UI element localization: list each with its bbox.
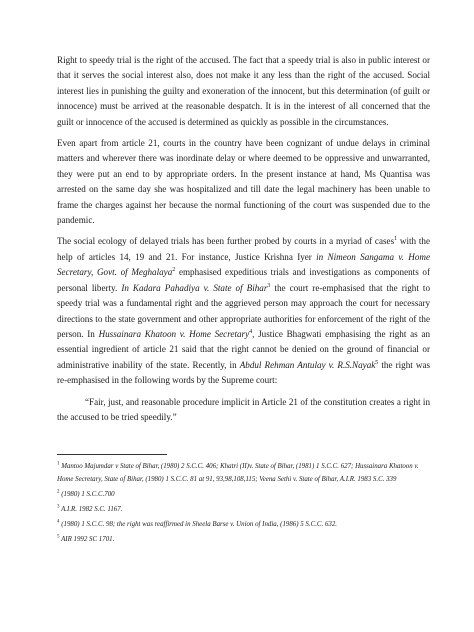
text-segment: the right was re-emphasised in the following words by the Supreme court: bbox=[57, 359, 431, 386]
footnote-number: 4 bbox=[57, 519, 60, 525]
footnote-ref-5: 5 bbox=[375, 359, 379, 366]
paragraph-case-law bbox=[57, 234, 430, 388]
case-name-abdul-rehman-antulay: Abdul Rehman Antulay v. R.S.Nayak bbox=[239, 359, 376, 370]
text-segment: with the help of articles 14, 19 and 21. For instance, Justice Krishna Iyer bbox=[57, 236, 430, 262]
case-name-hussainara-khatoon: Hussainara Khatoon v. Home Secretary bbox=[98, 328, 250, 339]
footnote-2 bbox=[57, 489, 430, 501]
case-name-nimeon-sangama: in Nimeon Sangama v. Home Secretary, Govt. of Meghalaya bbox=[57, 251, 430, 278]
text-segment: the court re-emphasised that the right to speedy trial was a fundamental right and the aggrieved person may approach the court for necessary directions to the state government and other appropriate authorities for enforcement of the right of the person. In bbox=[57, 282, 430, 339]
text-segment: emphasised expeditious trials and investigations as components of personal liberty. bbox=[57, 267, 431, 293]
footnote-text: A.I.R. 1982 S.C. 1167. bbox=[59, 505, 123, 513]
footnote-number: 5 bbox=[57, 535, 60, 541]
footnote-ref-2: 2 bbox=[172, 267, 176, 274]
footnote-divider bbox=[57, 454, 167, 455]
paragraph-speedy-trial-right: Right to speedy trial is the right of the accused. The fact that a speedy trial is also in public interest or that it serves the social interest also, does not make it any less than the right of the accused. Social interest lies in punishing the guilty and exoneration of the innocent, but this determination (of guilt or innocence) must be arrived at the reasonable despatch. It is in the interest of all concerned that the guilt or innocence of the accused is determined as quickly as possible in the circumstances. bbox=[57, 55, 430, 127]
text-segment: , Justice Bhagwati emphasising the right as an essential ingredient of article 21 said that the right cannot be denied on the ground of financial or administrative inability of the state. Recently, in bbox=[57, 328, 430, 370]
case-name-kadara-pahadiya: In Kadara Pahadiya v. State of Bihar bbox=[121, 282, 268, 293]
footnote-text: (1980) 1 S.C.C.700 bbox=[59, 490, 115, 498]
footnote-5 bbox=[57, 534, 430, 546]
footnote-text: Mantoo Majumdar v State of Bihar, (1980) 2 S.C.C. 406; Khatri (II)v. State of Bihar, (1981) 1 S.C.C. 627; Hussainara Khatoon v. Home Secretary, State of Bihar, (1980) 1 S.C.C. 81 at 91, 93,98,108,115; Veena Sethi v. State of Bihar, A.I.R. 1983 S.C. 339 bbox=[57, 463, 419, 483]
footnote-ref-4: 4 bbox=[249, 328, 253, 335]
footnote-ref-1: 1 bbox=[394, 236, 398, 243]
footnotes bbox=[57, 461, 430, 546]
paragraph-article-21-delays: Even apart from article 21, courts in the country have been cognizant of undue delays in criminal matters and wherever there was inordinate delay or where deemed to be oppressive and unwarranted, they were put an end to by appropriate orders. In the present instance at hand, Ms Quantisa was arrested on the same day she was hospitalized and till date the legal machinery has been unable to frame the charges against her because the normal functioning of the court was suspended due to the pandemic. bbox=[57, 138, 430, 226]
footnote-3 bbox=[57, 504, 430, 516]
footnote-ref-3: 3 bbox=[267, 282, 271, 289]
footnote-1 bbox=[57, 461, 430, 485]
footnote-number: 2 bbox=[57, 489, 60, 495]
footnote-number: 3 bbox=[57, 504, 60, 510]
text-segment: The social ecology of delayed trials has been further probed by courts in a myriad of cases bbox=[57, 236, 395, 247]
block-quote-supreme-court: “Fair, just, and reasonable procedure implicit in Article 21 of the constitution creates a right in the accused to be tried speedily.” bbox=[57, 396, 430, 422]
footnote-4 bbox=[57, 519, 430, 531]
footnote-text: AIR 1992 SC 1701. bbox=[59, 536, 115, 544]
footnote-number: 1 bbox=[57, 462, 60, 468]
footnote-text: (1980) 1 S.C.C. 98; the right was reaffirmed in Sheela Barse v. Union of India, (1986) 5 S.C.C. 632. bbox=[59, 521, 338, 529]
